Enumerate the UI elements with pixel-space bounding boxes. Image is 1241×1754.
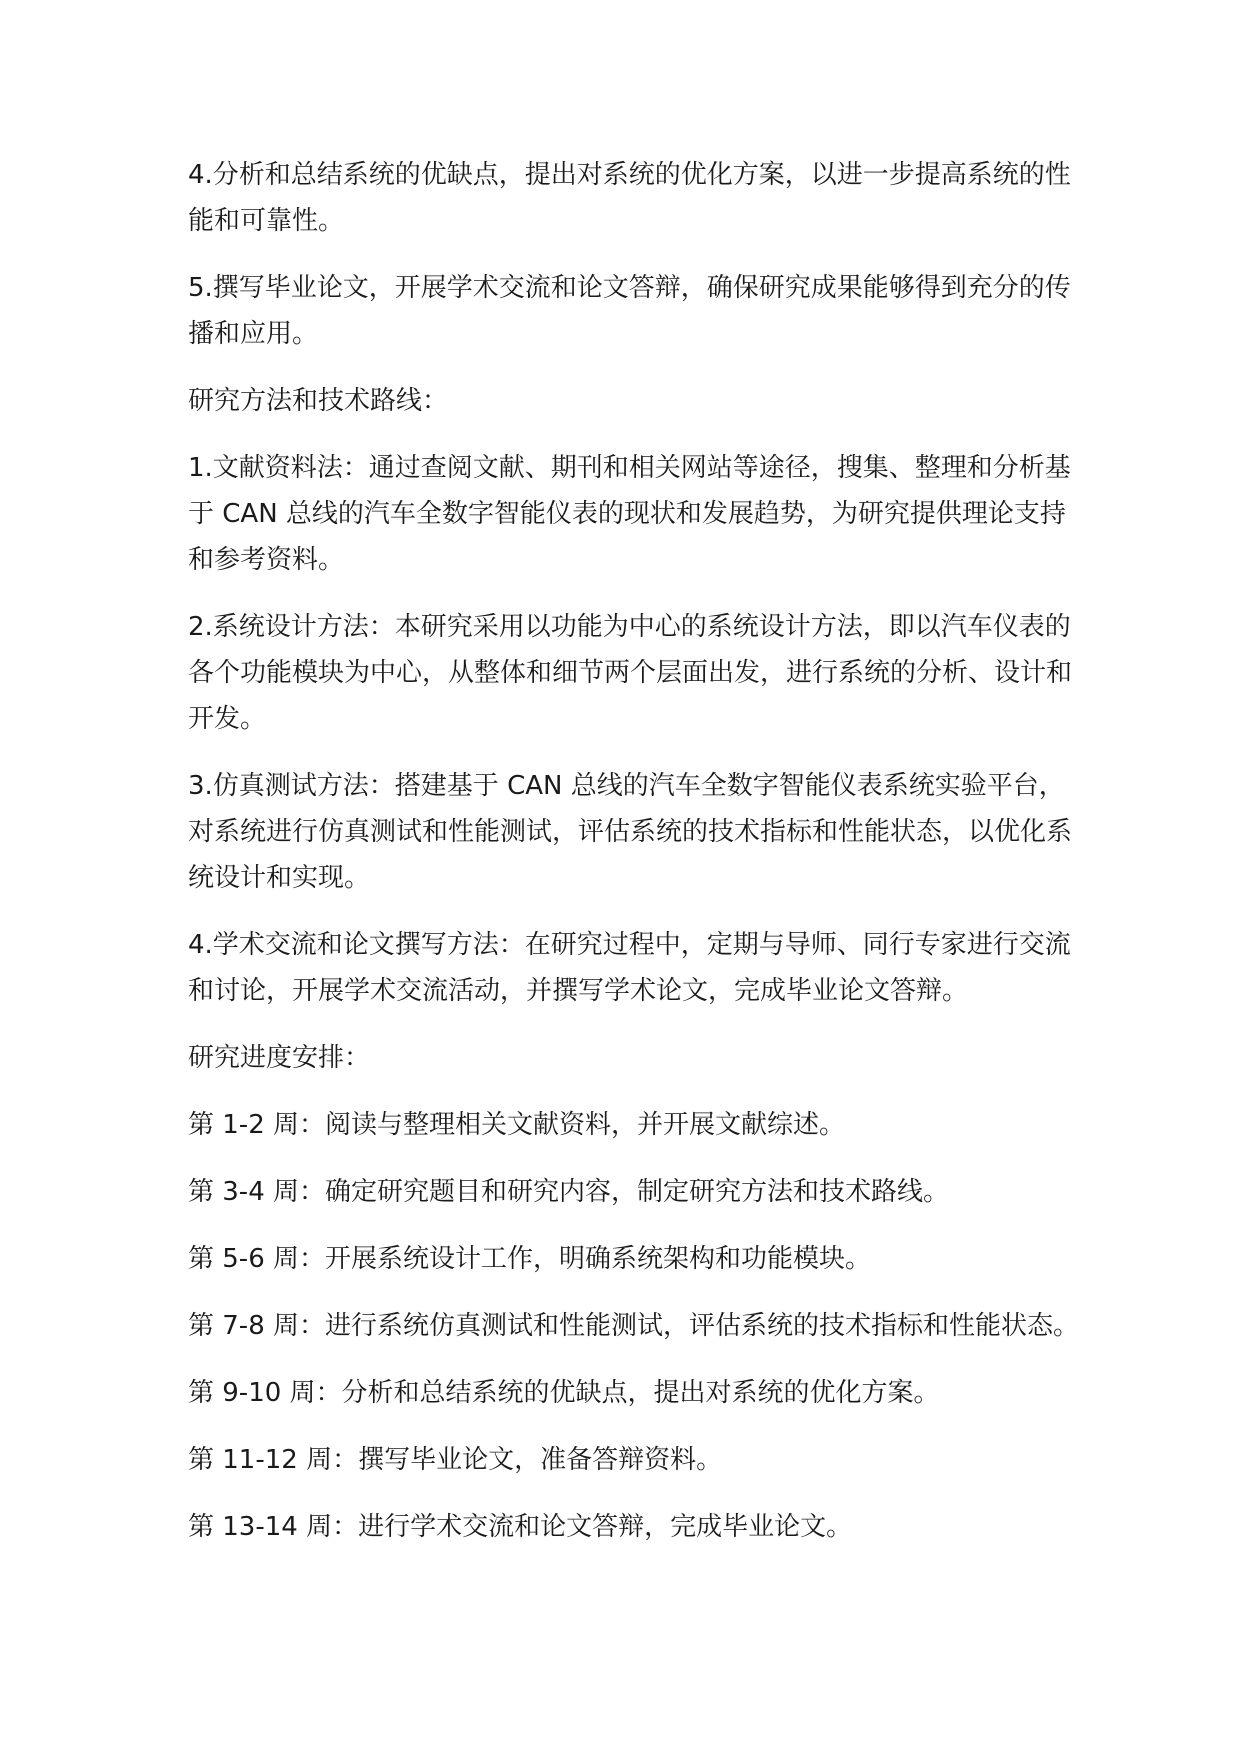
schedule-item-week-11-12: 第 11-12 周：撰写毕业论文，准备答辩资料。 xyxy=(188,1445,723,1475)
schedule-item-week-3-4: 第 3-4 周：确定研究题目和研究内容，制定研究方法和技术路线。 xyxy=(188,1177,949,1207)
schedule-item-week-7-8: 第 7-8 周：进行系统仿真测试和性能测试，评估系统的技术指标和性能状态。 xyxy=(188,1311,1079,1341)
schedule-item-week-1-2: 第 1-2 周：阅读与整理相关文献资料，并开展文献综述。 xyxy=(188,1110,845,1140)
section-heading-schedule: 研究进度安排： xyxy=(188,1043,371,1073)
schedule-item-week-5-6: 第 5-6 周：开展系统设计工作，明确系统架构和功能模块。 xyxy=(188,1244,871,1274)
paragraph-method-1: 1.文献资料法：通过查阅文献、期刊和相关网站等途径，搜集、整理和分析基于 CAN 总线的汽车全数字智能仪表的现状和发展趋势，为研究提供理论支持和参考资料。 xyxy=(188,453,1071,575)
document-body xyxy=(188,152,1088,1571)
schedule-item-week-13-14: 第 13-14 周：进行学术交流和论文答辩，完成毕业论文。 xyxy=(188,1512,853,1542)
paragraph-goal-4: 4.分析和总结系统的优缺点，提出对系统的优化方案，以进一步提高系统的性能和可靠性。 xyxy=(188,160,1071,236)
paragraph-method-3: 3.仿真测试方法：搭建基于 CAN 总线的汽车全数字智能仪表系统实验平台，对系统进行仿真测试和性能测试，评估系统的技术指标和性能状态，以优化系统设计和实现。 xyxy=(188,771,1073,893)
schedule-item-week-9-10: 第 9-10 周：分析和总结系统的优缺点，提出对系统的优化方案。 xyxy=(188,1378,940,1408)
paragraph-method-4: 4.学术交流和论文撰写方法：在研究过程中，定期与导师、同行专家进行交流和讨论，开展学术交流活动，并撰写学术论文，完成毕业论文答辩。 xyxy=(188,930,1071,1006)
paragraph-goal-5: 5.撰写毕业论文，开展学术交流和论文答辩，确保研究成果能够得到充分的传播和应用。 xyxy=(188,273,1071,349)
section-heading-methods: 研究方法和技术路线： xyxy=(188,386,449,416)
paragraph-method-2: 2.系统设计方法：本研究采用以功能为中心的系统设计方法，即以汽车仪表的各个功能模块为中心，从整体和细节两个层面出发，进行系统的分析、设计和开发。 xyxy=(188,612,1073,734)
